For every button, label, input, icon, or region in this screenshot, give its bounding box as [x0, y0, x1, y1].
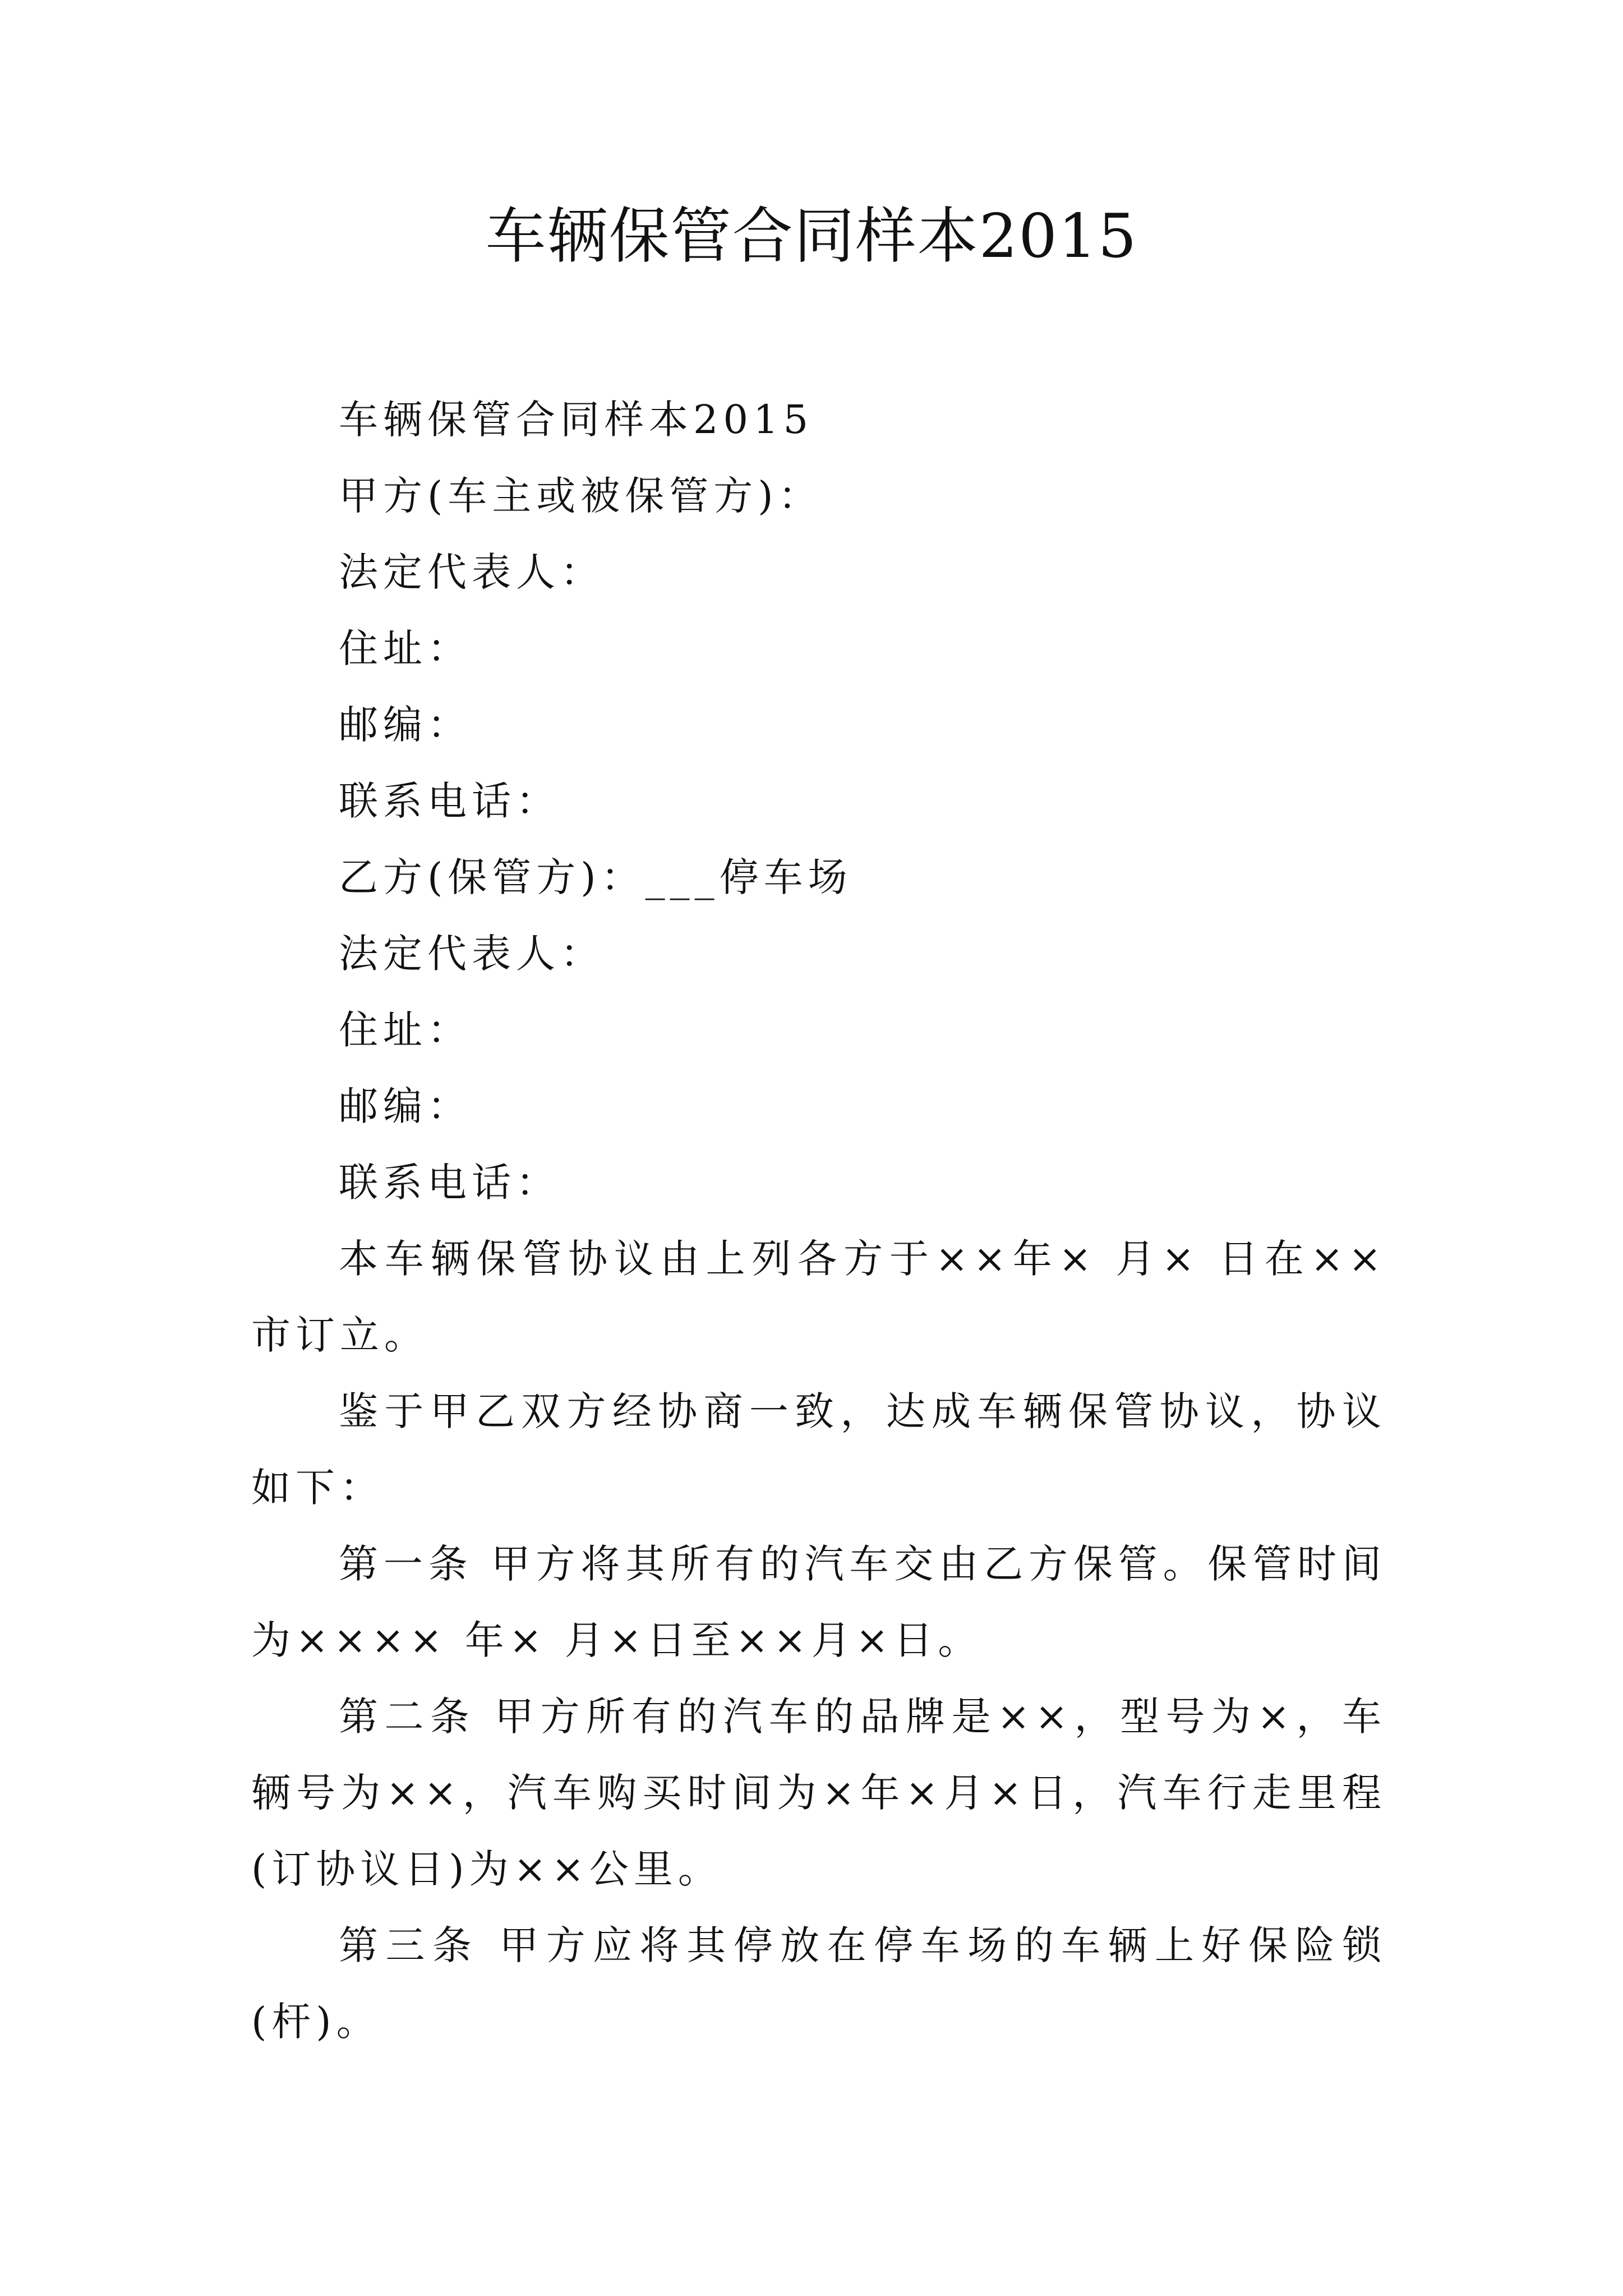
- party-b-address: 住址：: [339, 1007, 472, 1053]
- party-a-postcode: 邮编：: [339, 702, 472, 748]
- paragraph-preamble: 鉴于甲乙双方经协商一致，达成车辆保管协议，协议如下：: [251, 1388, 1386, 1511]
- party-a-label: 甲方(车主或被保管方)：: [339, 473, 823, 519]
- party-b-postcode: 邮编：: [339, 1083, 472, 1129]
- subtitle-line: 车辆保管合同样本2015: [339, 397, 814, 443]
- paragraph-article-3: 第三条 甲方应将其停放在停车场的车辆上好保险锁(杆)。: [251, 1922, 1386, 2045]
- document-title: 车辆保管合同样本2015: [485, 201, 1138, 272]
- party-a-phone: 联系电话：: [339, 778, 560, 824]
- party-a-address: 住址：: [339, 625, 472, 671]
- party-b-label: 乙方(保管方)：___停车场: [339, 854, 852, 900]
- paragraph-signing: 本车辆保管协议由上列各方于××年× 月× 日在×× 市订立。: [251, 1236, 1386, 1358]
- party-b-representative: 法定代表人：: [339, 931, 605, 977]
- paragraph-article-2: 第二条 甲方所有的汽车的品牌是××，型号为×，车辆号为××，汽车购买时间为×年×月×日，汽车行走里程(订协议日)为××公里。: [251, 1694, 1386, 1892]
- paragraph-article-1: 第一条 甲方将其所有的汽车交由乙方保管。保管时间为×××× 年× 月×日至××月×日。: [251, 1541, 1386, 1663]
- party-a-representative: 法定代表人：: [339, 549, 605, 595]
- document-body: [251, 381, 1386, 2060]
- party-b-phone: 联系电话：: [339, 1159, 560, 1205]
